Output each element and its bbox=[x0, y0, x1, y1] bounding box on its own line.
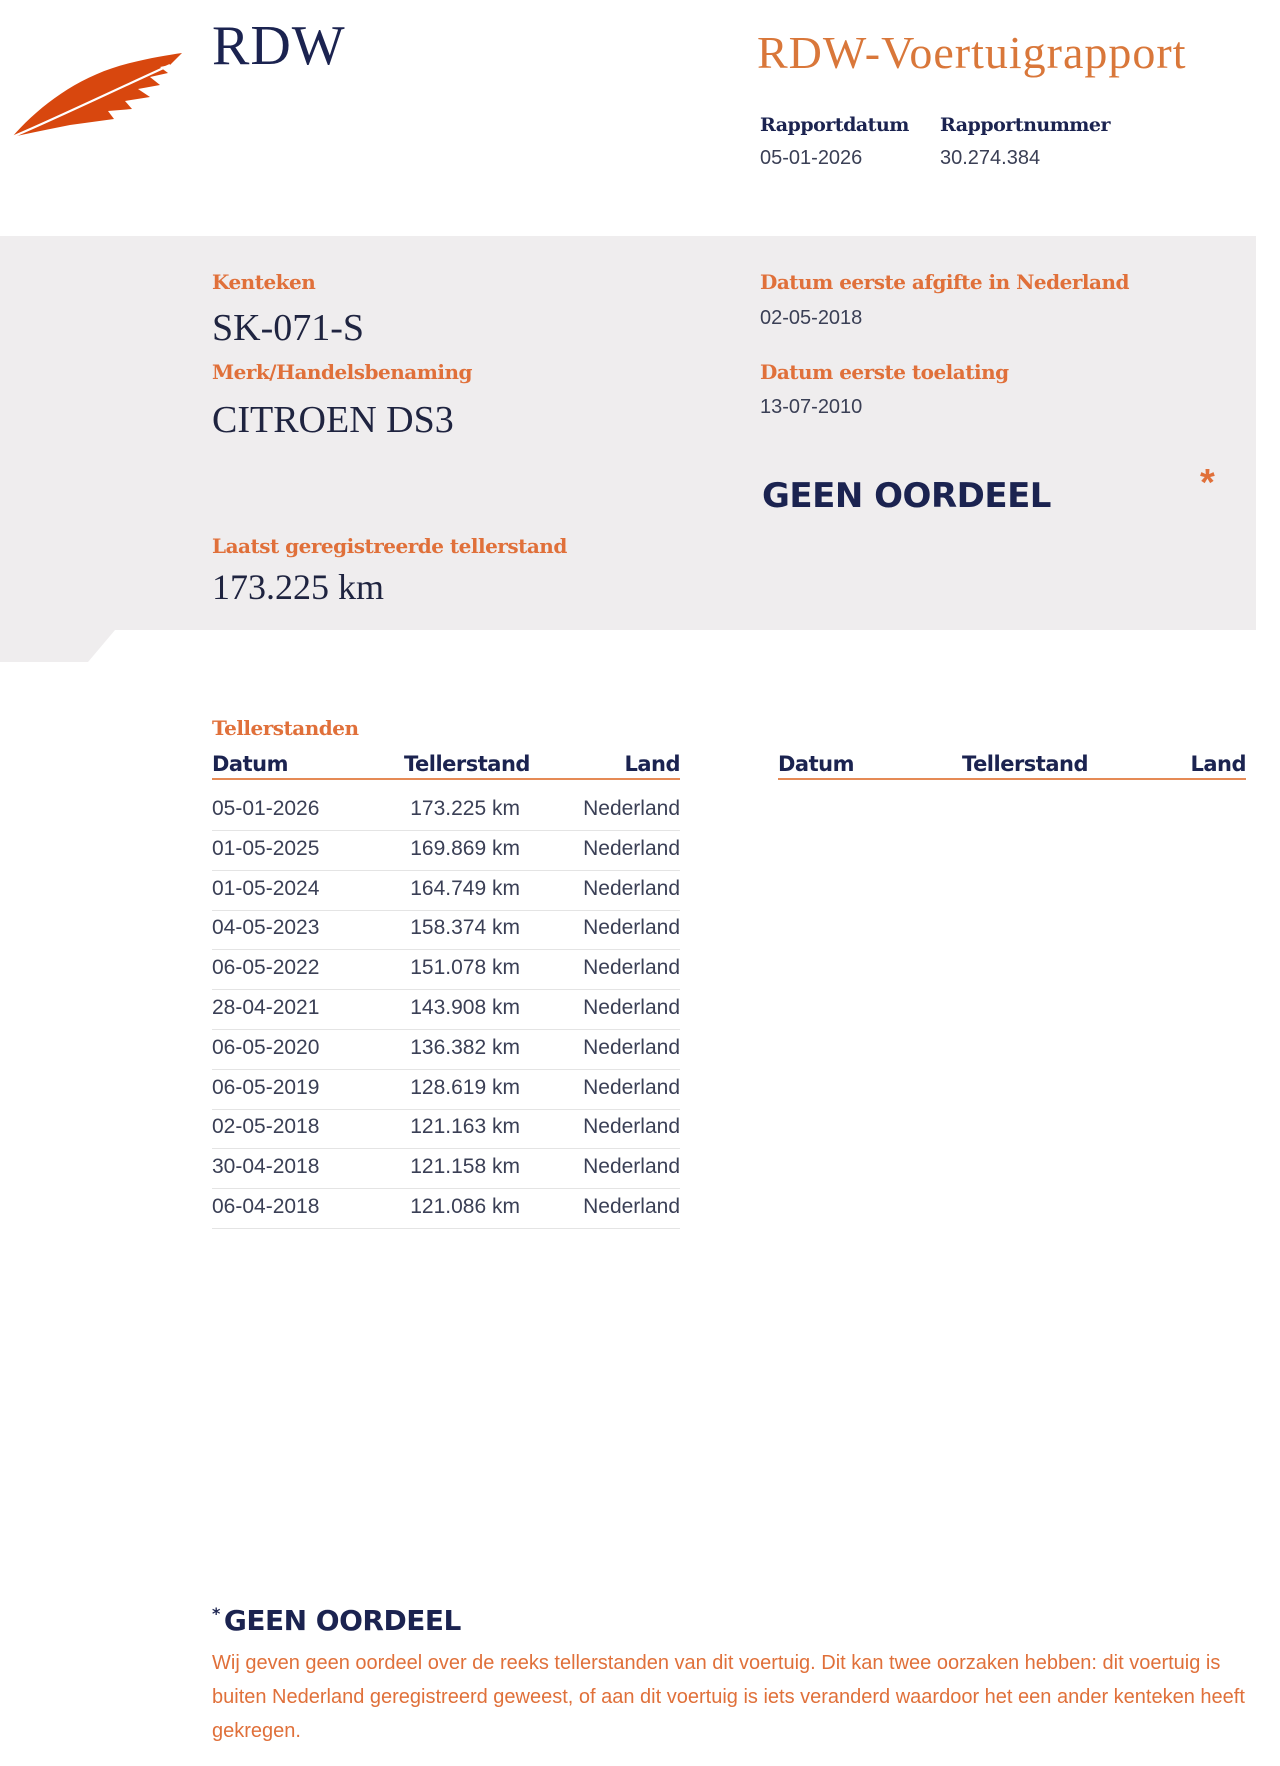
first-issue-nl-value: 02-05-2018 bbox=[760, 307, 863, 329]
header-underline bbox=[212, 778, 680, 780]
cell-country: Nederland bbox=[583, 956, 680, 980]
report-date-label: Rapportdatum bbox=[760, 114, 909, 136]
plate-label: Kenteken bbox=[212, 270, 316, 294]
vehicle-summary-panel bbox=[0, 236, 1256, 630]
cell-country: Nederland bbox=[583, 876, 680, 900]
cell-date: 02-05-2018 bbox=[212, 1115, 320, 1139]
verdict-footnote-marker: * bbox=[1200, 462, 1215, 504]
cell-country: Nederland bbox=[583, 1195, 680, 1218]
cell-country: Nederland bbox=[583, 1115, 680, 1139]
make-value: CITROEN DS3 bbox=[212, 399, 454, 441]
table-row bbox=[212, 790, 680, 831]
last-odometer-label: Laatst geregistreerde tellerstand bbox=[212, 534, 567, 558]
cell-country: Nederland bbox=[583, 916, 680, 940]
table-row bbox=[212, 1029, 680, 1070]
rdw-feather-logo-icon bbox=[10, 45, 185, 145]
brand-name: RDW bbox=[212, 15, 346, 77]
cell-date: 06-05-2022 bbox=[212, 956, 320, 980]
cell-date: 28-04-2021 bbox=[212, 996, 320, 1019]
verdict-badge: GEEN OORDEEL bbox=[762, 476, 1051, 516]
last-odometer-value: 173.225 km bbox=[212, 567, 385, 607]
table-row bbox=[212, 870, 680, 911]
col-header-date: Datum bbox=[212, 752, 288, 776]
col-header-country-right: Land bbox=[1190, 752, 1246, 776]
cell-date: 01-05-2024 bbox=[212, 876, 320, 900]
panel-notch-decoration bbox=[0, 630, 115, 662]
col-header-odometer-right: Tellerstand bbox=[962, 752, 1088, 776]
footnote-title-text: GEEN OORDEEL bbox=[223, 1604, 461, 1637]
col-header-country: Land bbox=[624, 752, 680, 776]
cell-odometer: 164.749 km bbox=[410, 876, 520, 900]
cell-odometer: 121.086 km bbox=[410, 1195, 520, 1218]
cell-country: Nederland bbox=[583, 1035, 680, 1059]
cell-date: 06-05-2019 bbox=[212, 1075, 320, 1099]
table-row bbox=[212, 830, 680, 871]
table-row bbox=[212, 1108, 680, 1149]
cell-odometer: 158.374 km bbox=[410, 916, 520, 940]
cell-odometer: 121.158 km bbox=[410, 1155, 520, 1179]
cell-odometer: 136.382 km bbox=[410, 1035, 520, 1059]
cell-odometer: 121.163 km bbox=[410, 1115, 520, 1139]
plate-value: SK-071-S bbox=[212, 307, 365, 349]
first-admission-value: 13-07-2010 bbox=[760, 396, 863, 418]
header-underline-right bbox=[778, 778, 1246, 780]
cell-country: Nederland bbox=[583, 1075, 680, 1099]
cell-odometer: 151.078 km bbox=[410, 956, 520, 980]
cell-date: 05-01-2026 bbox=[212, 797, 320, 820]
cell-odometer: 169.869 km bbox=[410, 836, 520, 860]
cell-country: Nederland bbox=[583, 836, 680, 860]
table-row bbox=[212, 1069, 680, 1110]
cell-date: 01-05-2025 bbox=[212, 836, 320, 860]
cell-date: 06-05-2020 bbox=[212, 1035, 320, 1059]
table-row bbox=[212, 949, 680, 990]
table-row bbox=[212, 1188, 680, 1229]
report-date: 05-01-2026 bbox=[760, 147, 863, 169]
report-number-label: Rapportnummer bbox=[940, 114, 1111, 136]
cell-country: Nederland bbox=[583, 996, 680, 1019]
footnote-marker: * bbox=[212, 1604, 220, 1623]
cell-country: Nederland bbox=[583, 797, 680, 820]
cell-odometer: 143.908 km bbox=[410, 996, 520, 1019]
table-row bbox=[212, 1148, 680, 1189]
first-issue-nl-label: Datum eerste afgifte in Nederland bbox=[760, 270, 1129, 294]
cell-date: 06-04-2018 bbox=[212, 1195, 320, 1218]
report-title: RDW-Voertuigrapport bbox=[757, 27, 1187, 78]
col-header-odometer: Tellerstand bbox=[404, 752, 530, 776]
table-row bbox=[212, 909, 680, 950]
report-number: 30.274.384 bbox=[940, 147, 1041, 169]
cell-odometer: 128.619 km bbox=[410, 1075, 520, 1099]
cell-odometer: 173.225 km bbox=[410, 797, 520, 820]
cell-date: 04-05-2023 bbox=[212, 916, 320, 940]
table-row bbox=[212, 989, 680, 1030]
footnote-title bbox=[212, 1604, 461, 1637]
make-label: Merk/Handelsbenaming bbox=[212, 360, 473, 384]
cell-date: 30-04-2018 bbox=[212, 1155, 320, 1179]
readings-title: Tellerstanden bbox=[212, 716, 359, 740]
first-admission-label: Datum eerste toelating bbox=[760, 360, 1009, 384]
cell-country: Nederland bbox=[583, 1155, 680, 1179]
col-header-date-right: Datum bbox=[778, 752, 854, 776]
footnote-text: Wij geven geen oordeel over de reeks tellerstanden van dit voertuig. Dit kan twee oorzaken hebben: dit voertuig is buiten Nederland geregistreerd geweest, of aan dit voertuig is iets veranderd waardoor het een ander kenteken heeft gekregen. bbox=[212, 1652, 1245, 1742]
